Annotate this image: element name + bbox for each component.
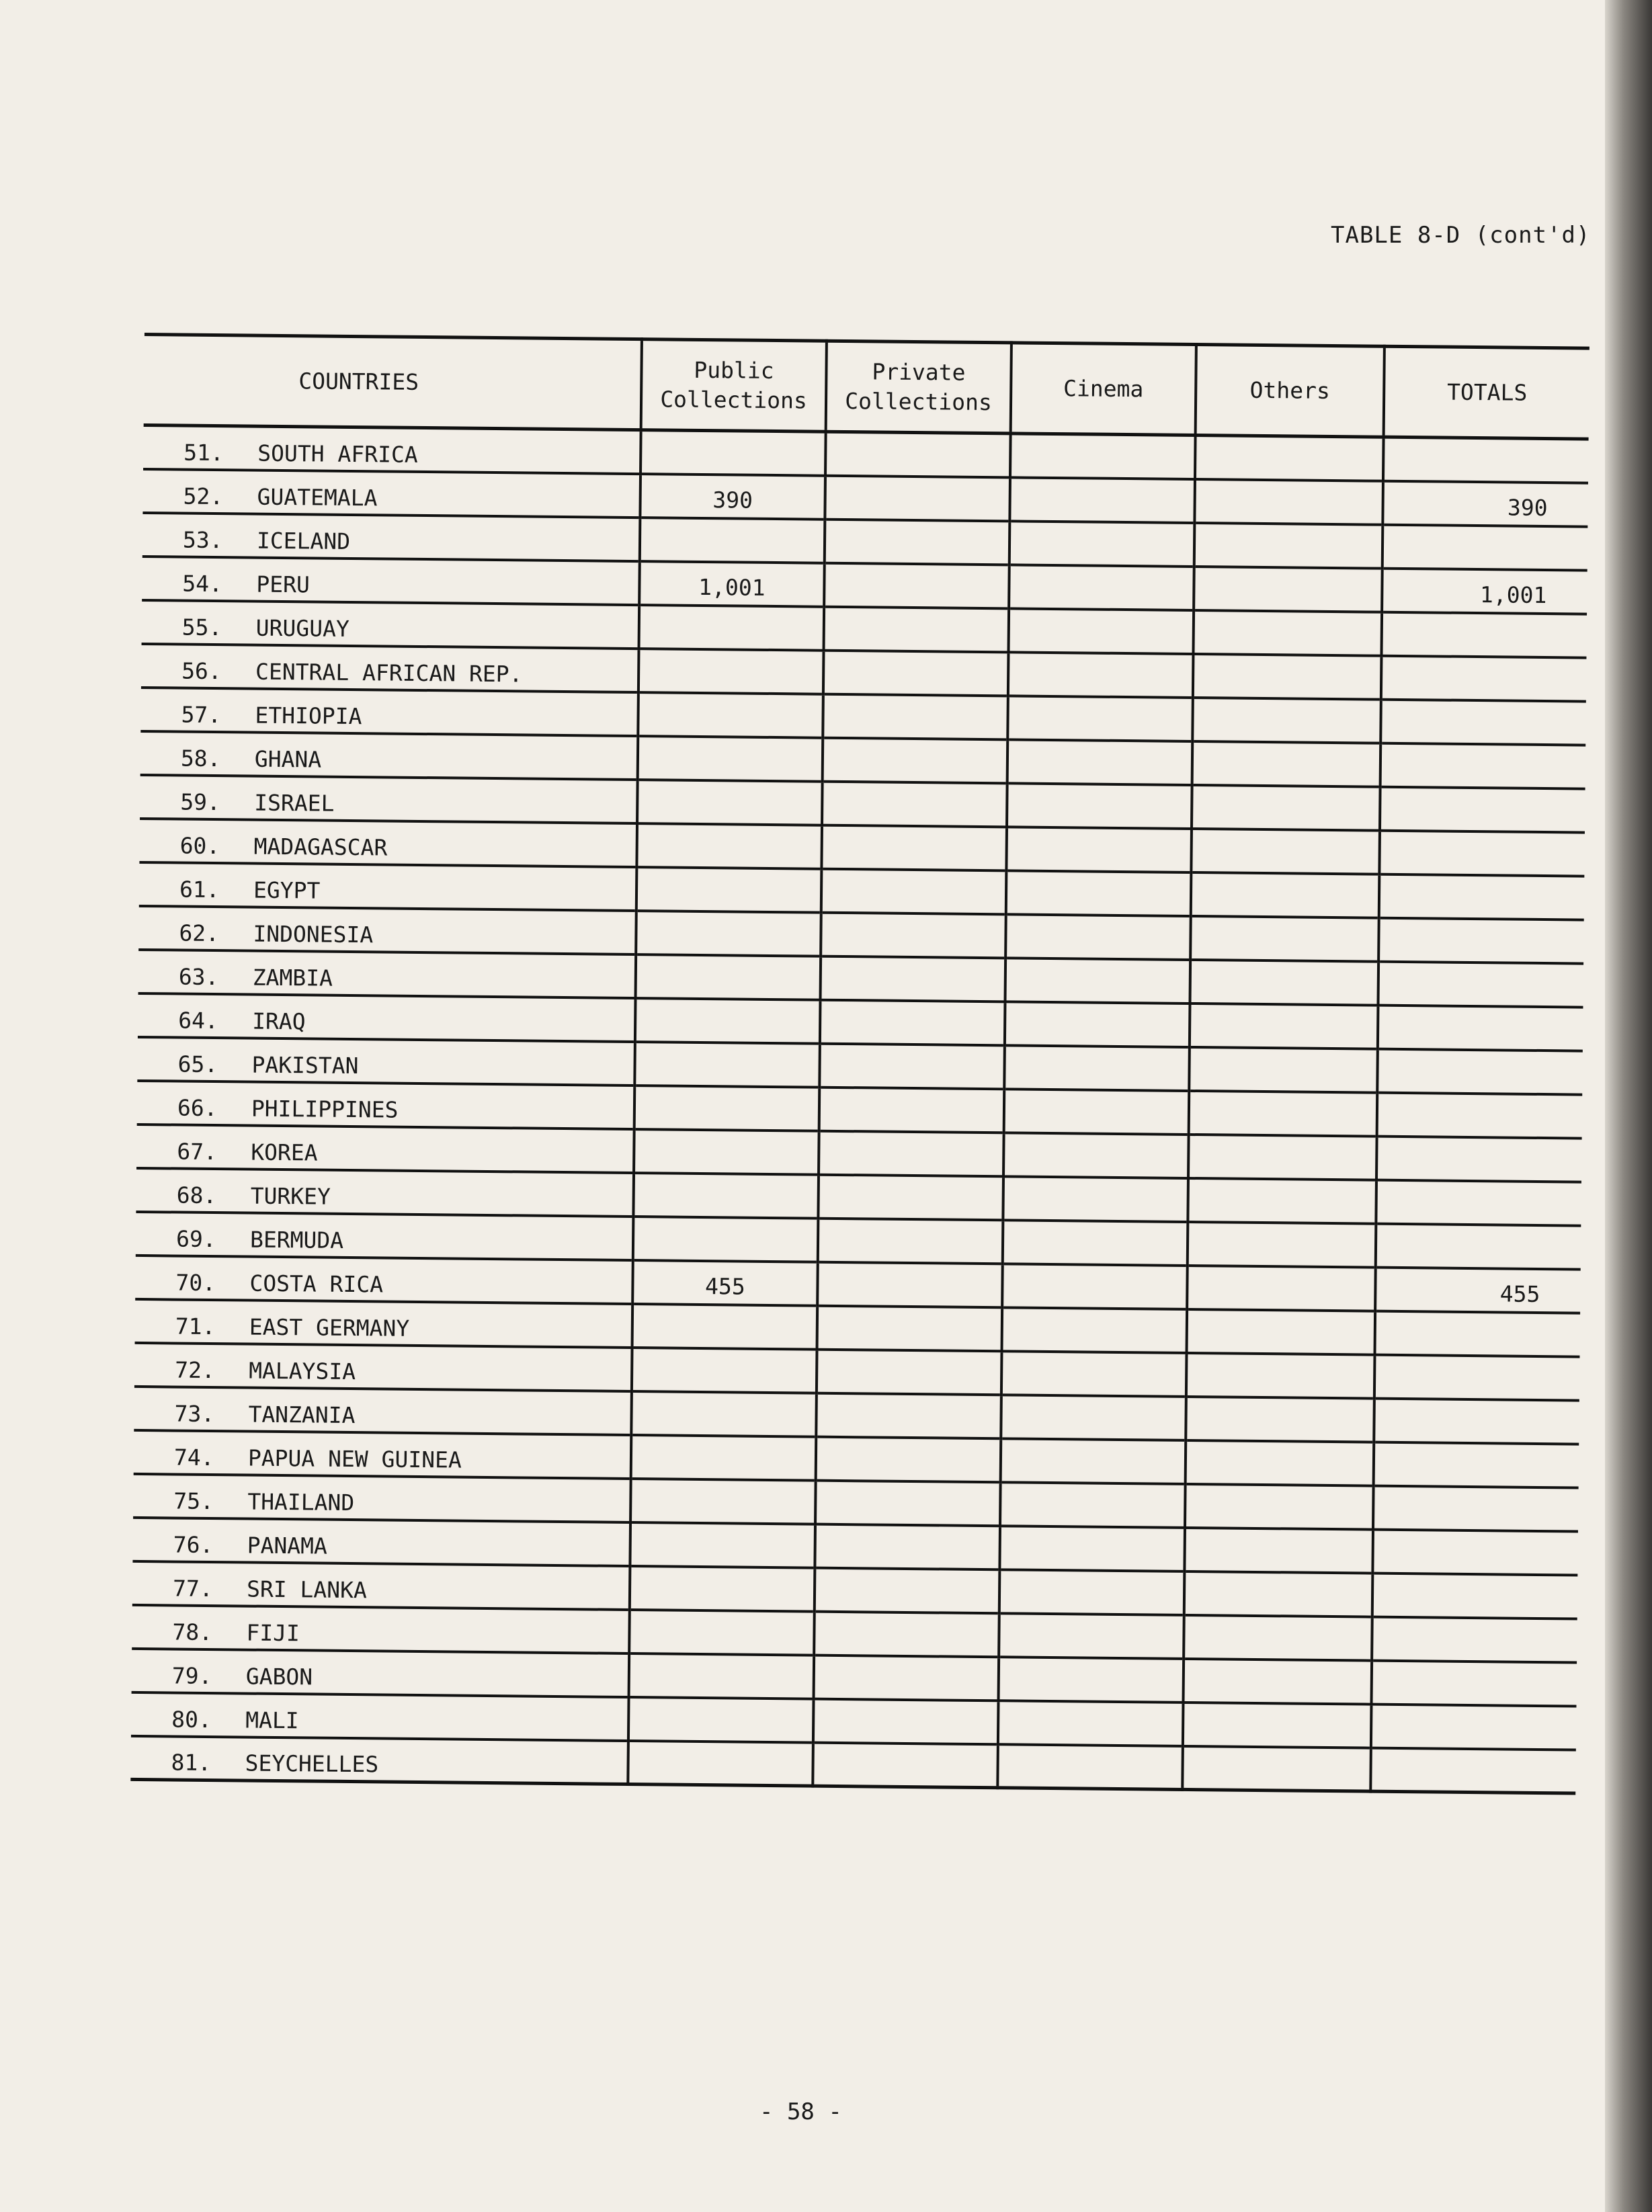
totals-cell: [1376, 1136, 1582, 1182]
others-cell: [1183, 1702, 1372, 1748]
others-cell: [1186, 1352, 1375, 1398]
totals-cell: [1379, 830, 1585, 876]
totals-cell: [1380, 743, 1586, 788]
private-collections-cell: [815, 1567, 1000, 1613]
country-name: GHANA: [254, 745, 322, 773]
others-cell: [1188, 1221, 1376, 1267]
row-number: 51.: [183, 439, 224, 466]
private-collections-cell: [824, 563, 1009, 608]
country-cell: [136, 1168, 634, 1216]
public-collections-cell: [632, 1348, 817, 1393]
header-cinema: Cinema: [1011, 343, 1196, 436]
country-cell: [140, 731, 638, 779]
country-cell: [134, 1430, 632, 1478]
public-collections-cell: [636, 911, 821, 956]
country-cell: [140, 774, 638, 823]
country-cell: [139, 818, 637, 866]
private-collections-cell: [820, 999, 1005, 1045]
country-cell: [141, 643, 639, 692]
country-cell: [137, 1080, 635, 1129]
public-collections-cell: [629, 1653, 815, 1699]
cinema-cell: [1002, 1307, 1188, 1353]
public-collections-cell: [638, 736, 823, 782]
others-cell: [1184, 1658, 1372, 1704]
cinema-cell: [999, 1657, 1184, 1703]
public-collections-cell: [635, 998, 821, 1044]
country-cell: [138, 949, 636, 997]
row-number: 67.: [177, 1138, 218, 1165]
private-collections-cell: [821, 912, 1006, 958]
row-number: 64.: [177, 1007, 218, 1034]
totals-cell: [1383, 437, 1589, 483]
row-number: 53.: [182, 526, 223, 553]
public-collections-cell: [629, 1610, 815, 1655]
public-collections-cell: 455: [632, 1260, 818, 1306]
row-number: 78.: [172, 1618, 213, 1645]
others-cell: [1193, 654, 1382, 700]
others-cell: [1189, 1047, 1378, 1092]
public-collections-cell: [637, 780, 823, 825]
cinema-cell: [1005, 958, 1191, 1003]
public-collections-cell: [634, 1129, 819, 1175]
private-collections-cell: [822, 781, 1007, 827]
country-name: TANZANIA: [248, 1401, 356, 1428]
private-collections-cell: [825, 475, 1010, 521]
country-name: EAST GERMANY: [249, 1313, 410, 1342]
country-name: SEYCHELLES: [245, 1750, 379, 1778]
country-cell: [142, 556, 640, 604]
others-cell: [1187, 1309, 1376, 1354]
private-collections-cell: [825, 432, 1011, 477]
row-number: 72.: [175, 1356, 215, 1383]
row-number: 75.: [173, 1487, 214, 1514]
cinema-cell: [1009, 565, 1194, 610]
cinema-cell: [998, 1701, 1184, 1746]
others-cell: [1186, 1396, 1374, 1442]
public-collections-cell: [631, 1435, 817, 1481]
others-cell: [1190, 915, 1379, 961]
country-name: SRI LANKA: [246, 1575, 368, 1603]
row-number: 68.: [176, 1182, 217, 1209]
cinema-cell: [1009, 477, 1195, 523]
public-collections-cell: [633, 1173, 819, 1219]
private-collections-cell: [817, 1262, 1003, 1307]
country-name: FIJI: [246, 1619, 300, 1646]
totals-cell: [1376, 1223, 1581, 1269]
totals-cell: [1372, 1616, 1577, 1662]
totals-cell: [1378, 917, 1584, 963]
others-cell: [1188, 1134, 1377, 1180]
others-cell: [1185, 1483, 1374, 1529]
cinema-cell: [1008, 652, 1194, 698]
row-number: 56.: [181, 657, 222, 684]
public-collections-cell: [634, 1042, 820, 1088]
others-cell: [1188, 1178, 1376, 1223]
row-number: 77.: [172, 1574, 213, 1602]
private-collections-cell: [823, 694, 1008, 739]
private-collections-cell: [817, 1305, 1003, 1351]
cinema-cell: [1009, 521, 1195, 567]
totals-cell: [1374, 1398, 1579, 1444]
public-collections-cell: [630, 1479, 816, 1524]
row-number: 61.: [179, 876, 220, 903]
country-cell: [134, 1386, 632, 1434]
cinema-cell: [1010, 434, 1196, 479]
private-collections-cell: [818, 1174, 1003, 1220]
totals-cell: [1372, 1573, 1578, 1619]
cinema-cell: [1005, 1001, 1190, 1047]
row-number: 55.: [181, 614, 222, 641]
cinema-cell: [1001, 1395, 1186, 1440]
cinema-cell: [1003, 1133, 1189, 1178]
country-name: PAPUA NEW GUINEA: [247, 1444, 462, 1473]
public-collections-cell: [628, 1697, 814, 1743]
table-body: [130, 425, 1588, 1793]
totals-cell: [1381, 612, 1587, 657]
others-cell: [1184, 1571, 1373, 1616]
private-collections-cell: [813, 1742, 998, 1788]
public-collections-cell: 390: [640, 474, 825, 520]
public-collections-cell: [630, 1522, 815, 1568]
country-name: ICELAND: [256, 527, 351, 555]
public-collections-cell: [636, 954, 821, 1000]
country-cell: [132, 1604, 630, 1653]
cinema-cell: [999, 1613, 1184, 1659]
public-collections-cell: [641, 430, 826, 476]
table-caption: TABLE 8-D (cont'd): [1331, 222, 1591, 249]
private-collections-cell: [817, 1349, 1002, 1395]
cinema-cell: [1002, 1264, 1188, 1309]
private-collections-cell: [824, 606, 1009, 652]
others-cell: [1187, 1265, 1376, 1311]
row-number: 69.: [175, 1225, 216, 1252]
public-collections-cell: 1,001: [639, 561, 825, 607]
cinema-cell: [1007, 739, 1193, 785]
country-name: INDONESIA: [253, 920, 374, 948]
country-name: URUGUAY: [255, 614, 350, 642]
country-cell: [137, 1036, 635, 1085]
cinema-cell: [1001, 1351, 1187, 1397]
totals-cell: [1378, 961, 1583, 1007]
others-cell: [1192, 784, 1380, 830]
page-binding-edge: [1605, 0, 1652, 2212]
cinema-cell: [1004, 1089, 1190, 1135]
row-number: 81.: [171, 1749, 212, 1776]
totals-cell: [1379, 874, 1585, 919]
row-number: 62.: [179, 919, 220, 946]
others-cell: [1184, 1527, 1373, 1573]
row-number: 73.: [174, 1400, 215, 1427]
totals-cell: [1381, 655, 1587, 701]
country-cell: [130, 1735, 628, 1784]
country-cell: [139, 862, 637, 910]
others-cell: [1184, 1614, 1372, 1660]
country-name: MADAGASCAR: [253, 833, 388, 861]
totals-cell: [1374, 1442, 1579, 1487]
public-collections-cell: [630, 1566, 815, 1612]
country-name: KOREA: [251, 1139, 318, 1166]
header-others: Others: [1196, 345, 1385, 438]
totals-cell: [1377, 1049, 1583, 1094]
row-number: 60.: [179, 832, 220, 859]
row-number: 76.: [173, 1530, 214, 1558]
cinema-cell: [1009, 608, 1194, 654]
country-name: MALI: [245, 1707, 299, 1733]
country-name: PERU: [256, 571, 311, 598]
private-collections-cell: [814, 1611, 999, 1657]
country-name: COSTA RICA: [249, 1270, 384, 1297]
private-collections-cell: [814, 1655, 999, 1701]
private-collections-cell: [821, 868, 1007, 914]
private-collections-cell: [815, 1480, 1001, 1526]
country-name: BERMUDA: [249, 1226, 344, 1254]
public-collections-cell: [638, 692, 823, 738]
country-name: PANAMA: [247, 1532, 328, 1559]
country-name: ZAMBIA: [252, 964, 333, 991]
row-number: 71.: [175, 1313, 216, 1340]
public-collections-cell: [636, 823, 822, 869]
private-collections-cell: [818, 1218, 1003, 1264]
public-collections-cell: [633, 1217, 819, 1262]
page-number: - 58 -: [759, 2098, 842, 2125]
country-name: GUATEMALA: [257, 483, 378, 511]
totals-cell: [1372, 1529, 1578, 1575]
private-collections-cell: [819, 1087, 1005, 1133]
totals-cell: [1378, 1005, 1583, 1051]
country-cell: [138, 993, 636, 1041]
private-collections-cell: [823, 650, 1009, 696]
row-number: 52.: [183, 483, 224, 509]
public-collections-cell: [632, 1304, 818, 1350]
expenditure-table: [130, 333, 1589, 1795]
totals-cell: [1372, 1660, 1577, 1706]
public-collections-cell: [631, 1391, 817, 1437]
totals-cell: 1,001: [1382, 568, 1587, 614]
row-number: 65.: [177, 1051, 218, 1077]
row-number: 59.: [180, 788, 221, 815]
private-collections-cell: [816, 1393, 1001, 1438]
public-collections-cell: [628, 1741, 813, 1787]
country-name: TURKEY: [250, 1182, 331, 1210]
public-collections-cell: [639, 605, 825, 651]
totals-cell: [1380, 786, 1585, 832]
totals-cell: 455: [1375, 1267, 1581, 1313]
cinema-cell: [1006, 870, 1192, 916]
others-cell: [1193, 610, 1382, 656]
country-name: GABON: [245, 1663, 313, 1690]
country-cell: [135, 1299, 633, 1347]
totals-cell: [1382, 524, 1588, 570]
header-public-collections: Public Collections: [641, 339, 827, 432]
row-number: 79.: [171, 1662, 212, 1689]
private-collections-cell: [819, 1043, 1005, 1089]
public-collections-cell: [638, 649, 824, 694]
private-collections-cell: [815, 1524, 1000, 1569]
country-cell: [136, 1124, 634, 1172]
country-name: PAKISTAN: [251, 1051, 359, 1079]
country-cell: [131, 1692, 629, 1740]
country-cell: [138, 905, 636, 954]
totals-cell: [1380, 699, 1586, 745]
public-collections-cell: [634, 1085, 820, 1131]
others-cell: [1194, 567, 1382, 612]
cinema-cell: [1005, 914, 1191, 960]
private-collections-cell: [825, 519, 1010, 565]
country-cell: [132, 1648, 630, 1696]
row-number: 70.: [175, 1269, 216, 1296]
country-cell: [142, 468, 641, 517]
totals-cell: [1374, 1311, 1580, 1356]
country-name: THAILAND: [247, 1488, 355, 1516]
row-number: 63.: [178, 963, 219, 990]
country-cell: [142, 600, 640, 648]
country-name: MALAYSIA: [249, 1357, 356, 1385]
others-cell: [1190, 1003, 1378, 1049]
country-name: ETHIOPIA: [255, 702, 362, 729]
others-cell: [1195, 436, 1384, 481]
header-totals: TOTALS: [1384, 346, 1589, 439]
row-number: 74.: [173, 1443, 214, 1471]
others-cell: [1190, 959, 1378, 1005]
country-cell: [132, 1561, 630, 1609]
expenditure-table-container: [130, 333, 1589, 1795]
cinema-cell: [999, 1569, 1185, 1615]
public-collections-cell: [636, 867, 822, 913]
totals-cell: [1377, 1092, 1583, 1138]
header-countries: COUNTRIES: [144, 334, 642, 429]
country-name: SOUTH AFRICA: [257, 440, 418, 468]
totals-cell: [1370, 1748, 1576, 1793]
totals-cell: [1376, 1180, 1581, 1225]
others-cell: [1191, 828, 1380, 874]
cinema-cell: [997, 1744, 1183, 1790]
cinema-cell: [1007, 696, 1193, 741]
country-name: IRAQ: [251, 1008, 306, 1034]
others-cell: [1186, 1440, 1374, 1485]
totals-cell: 390: [1382, 481, 1588, 526]
header-private-collections: Private Collections: [826, 341, 1011, 434]
country-name: CENTRAL AFRICAN REP.: [255, 658, 523, 687]
private-collections-cell: [821, 956, 1006, 1001]
private-collections-cell: [823, 737, 1008, 783]
others-cell: [1194, 479, 1383, 525]
private-collections-cell: [821, 825, 1007, 870]
private-collections-cell: [819, 1131, 1004, 1176]
others-cell: [1192, 697, 1381, 743]
row-number: 80.: [171, 1705, 212, 1733]
country-cell: [136, 1211, 634, 1260]
row-number: 54.: [182, 570, 223, 597]
cinema-cell: [1001, 1438, 1186, 1484]
table-header-row: [144, 334, 1589, 439]
country-name: EGYPT: [253, 876, 321, 904]
cinema-cell: [999, 1526, 1185, 1571]
totals-cell: [1371, 1704, 1577, 1750]
country-cell: [142, 512, 641, 561]
others-cell: [1182, 1746, 1371, 1791]
cinema-cell: [1006, 827, 1192, 872]
row-number: 66.: [177, 1094, 218, 1121]
public-collections-cell: [640, 518, 825, 563]
country-name: PHILIPPINES: [251, 1095, 399, 1123]
private-collections-cell: [816, 1436, 1001, 1482]
cinema-cell: [1003, 1176, 1188, 1222]
row-number: 58.: [180, 745, 221, 772]
country-cell: [140, 687, 638, 735]
others-cell: [1191, 872, 1380, 917]
others-cell: [1192, 741, 1381, 786]
cinema-cell: [1003, 1220, 1188, 1266]
cinema-cell: [1007, 783, 1192, 829]
cinema-cell: [1000, 1482, 1186, 1528]
country-cell: [134, 1342, 632, 1391]
totals-cell: [1373, 1485, 1579, 1531]
row-number: 57.: [181, 701, 222, 728]
cinema-cell: [1004, 1045, 1190, 1091]
country-cell: [133, 1473, 631, 1522]
country-cell: [132, 1517, 630, 1565]
country-cell: [135, 1255, 633, 1303]
private-collections-cell: [813, 1698, 999, 1744]
others-cell: [1189, 1090, 1378, 1136]
country-name: ISRAEL: [254, 789, 335, 817]
others-cell: [1194, 523, 1383, 569]
country-cell: [143, 425, 641, 473]
totals-cell: [1374, 1354, 1580, 1400]
